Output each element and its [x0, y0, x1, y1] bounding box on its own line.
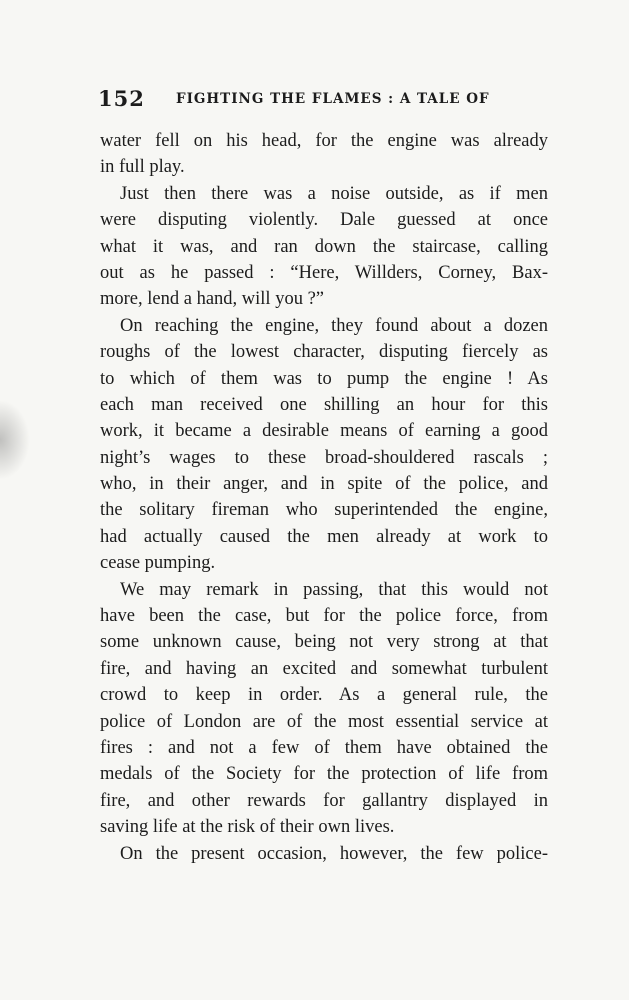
text-line: who, in their anger, and in spite of the police, and	[100, 474, 548, 495]
text-line: medals of the Society for the protection of life from	[100, 764, 548, 785]
text-line: work, it became a desirable means of earning a good	[100, 421, 548, 442]
text-line: fire, and having an excited and somewhat turbulent	[100, 658, 548, 679]
body-text	[100, 128, 548, 867]
text-line: out as he passed : “Here, Willders, Corney, Bax-	[100, 262, 548, 283]
text-line: saving life at the risk of their own lives.	[100, 817, 395, 838]
text-line: night’s wages to these broad-shouldered rascals ;	[100, 447, 548, 468]
text-line: had actually caused the men already at work to	[100, 526, 548, 547]
text-line: the solitary fireman who superintended the engine,	[100, 500, 548, 521]
text-line: some unknown cause, being not very strong at that	[100, 632, 548, 653]
text-line: what it was, and ran down the staircase, calling	[100, 236, 548, 257]
text-line: fires : and not a few of them have obtained the	[100, 737, 548, 758]
text-line: We may remark in passing, that this would not	[120, 579, 548, 600]
text-line: to which of them was to pump the engine ! As	[100, 368, 548, 389]
text-line: were disputing violently. Dale guessed at once	[100, 210, 548, 231]
text-line: On reaching the engine, they found about a dozen	[120, 315, 548, 336]
page-header	[98, 86, 548, 112]
text-line: Just then there was a noise outside, as if men	[120, 183, 548, 204]
page-edge-shadow	[0, 400, 30, 480]
page-number: 152	[98, 86, 145, 111]
text-line: more, lend a hand, will you ?”	[100, 289, 324, 310]
text-line: roughs of the lowest character, disputing fiercely as	[100, 342, 548, 363]
text-line: each man received one shilling an hour for this	[100, 394, 548, 415]
running-head: FIGHTING THE FLAMES : A TALE OF	[176, 91, 490, 107]
text-line: water fell on his head, for the engine was already	[100, 131, 548, 151]
text-line: crowd to keep in order. As a general rule, the	[100, 685, 548, 706]
text-line: in full play.	[100, 157, 185, 178]
text-line: On the present occasion, however, the few police-	[120, 843, 548, 864]
text-line: cease pumping.	[100, 553, 216, 574]
text-line: have been the case, but for the police force, from	[100, 606, 548, 627]
text-line: fire, and other rewards for gallantry displayed in	[100, 790, 548, 811]
text-line: police of London are of the most essential service at	[100, 711, 548, 732]
